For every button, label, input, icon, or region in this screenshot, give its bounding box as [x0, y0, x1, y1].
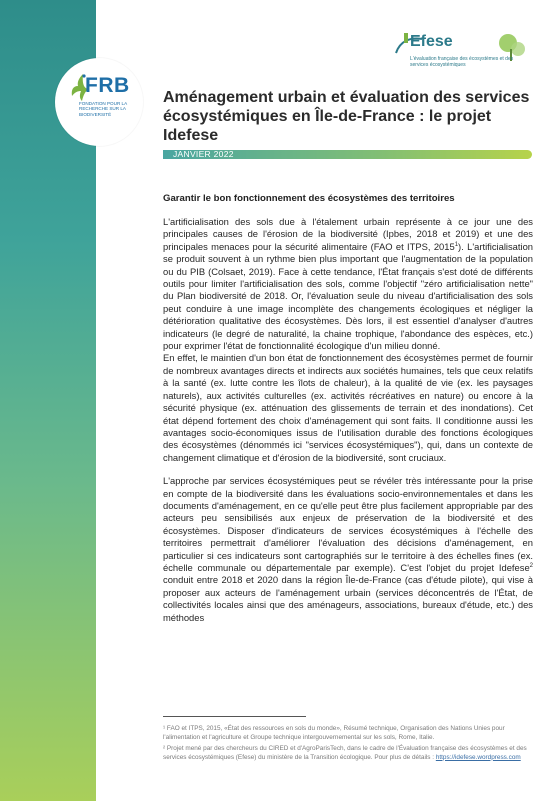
efese-tagline: L'évaluation française des écosystèmes et des services écosystémiques [410, 56, 514, 68]
footnote-2: ² Projet mené par des chercheurs du CIRED et d'AgroParisTech, dans le cadre de l'Évaluation française des écosystèmes et des services écosystémiques (Efese) du ministère de la Transition écologique. Pour plus de détails : https://idefese.wordpress.com [163, 745, 527, 761]
footnote-divider [163, 716, 306, 717]
frb-logo-text: FRB [85, 74, 130, 97]
efese-logo [392, 27, 532, 85]
document-title: Aménagement urbain et évaluation des services écosystémiques en Île-de-France : le projet Idefese [163, 89, 530, 144]
frb-logo [55, 58, 143, 146]
section-heading: Garantir le bon fonctionnement des écosystèmes des territoires [163, 193, 455, 204]
footnote-link[interactable]: https://idefese.wordpress.com [435, 753, 521, 761]
paragraph-2: En effet, le maintien d'un bon état de fonctionnement des écosystèmes permet de fournir de nombreux avantages directs et indirects aux sociétés humaines, tels que ceux relatifs à la santé (ex. lutte contre les îlots de chaleur), à la qualité de vie (ex. les paysages naturels), aux activités culturelles (ex. activités récréatives en nature) ou encore à la sécurité physique (ex. atténuation des glissements de terrain et des inondations). Cet état dépend fortement des choix d'aménagement qui sont faits. Il conditionne aussi les avantages socio-économiques issus de l'utilisation durable des fonctions écologiques des écosystèmes (dénommés ici "services écosystémiques"), qui, dans un contexte de changement climatique et d'érosion de la biodiversité, sont cruciaux. [163, 352, 533, 463]
paragraph-3: L'approche par services écosystémiques peut se révéler très intéressante pour la prise en compte de la biodiversité dans les évaluations socio-environnementales et dans les documents d'aménagement, en ce qu'elle peut être plus facilement appropriable par des acteurs peu sensibilisés aux enjeux de préservation de la biodiversité et des écosystèmes. Disposer d'indicateurs de services écosystémiques à l'échelle des territoires permettrait d'améliorer l'évaluation des décisions d'aménagement, en particulier si ces indicateurs sont cartographiés sur le territoire à des échelles fines (ex. échelle communale ou départementale par exemple). C'est l'objet du projet Idefese$^2$ conduit entre 2018 et 2020 dans la région Île-de-France (cas d'étude pilote), qui vise à proposer aux acteurs de l'aménagement urbain (services déconcentrés de l'État, de collectivités locales ainsi que des aménageurs, associations, bureaux d'étude, etc.) des méthodes [163, 475, 533, 623]
efese-logo-text: Efese [410, 33, 453, 50]
publication-date: JANVIER 2022 [173, 149, 234, 159]
body-text [163, 216, 533, 624]
frb-logo-subtitle: FONDATION POUR LA RECHERCHE SUR LA BIODIVERSITÉ [79, 101, 127, 117]
footnotes [163, 725, 533, 765]
paragraph-1: L'artificialisation des sols due à l'étalement urbain représente à ce jour une des principales causes de l'érosion de la biodiversité (Ipbes, 2018 et 2019) et une des principales menaces pour la sécurité alimentaire (FAO et ITPS, 2015$^1$). L'artificialisation se produit souvent à un rythme bien plus important que l'augmentation de la population ou du PIB (Colsaet, 2019). Face à cette tendance, l'État français s'est doté de différents outils pour limiter l'artificialisation des sols, comme l'objectif "zéro artificialisation nette" du Plan biodiversité de 2018. Or, l'évaluation seule du niveau d'artificialisation des sols peut conduire à une image incomplète des changements écologiques et négliger la détérioration qualitative des écosystèmes. Dès lors, il est essentiel d'analyser d'autres indicateurs (le degré de naturalité, la chaine trophique, l'abondance des espèces, etc.) pour exprimer l'état de fonctionnalité écologique d'un milieu donné. [163, 216, 534, 352]
date-banner [163, 150, 532, 159]
footnote-1: ¹ FAO et ITPS, 2015, «État des ressources en sols du monde», Résumé technique, Organisation des Nations Unies pour l'alimentation et l'agriculture et Groupe technique intergouvernemental sur les sols, Rome, Italie. [163, 725, 505, 741]
